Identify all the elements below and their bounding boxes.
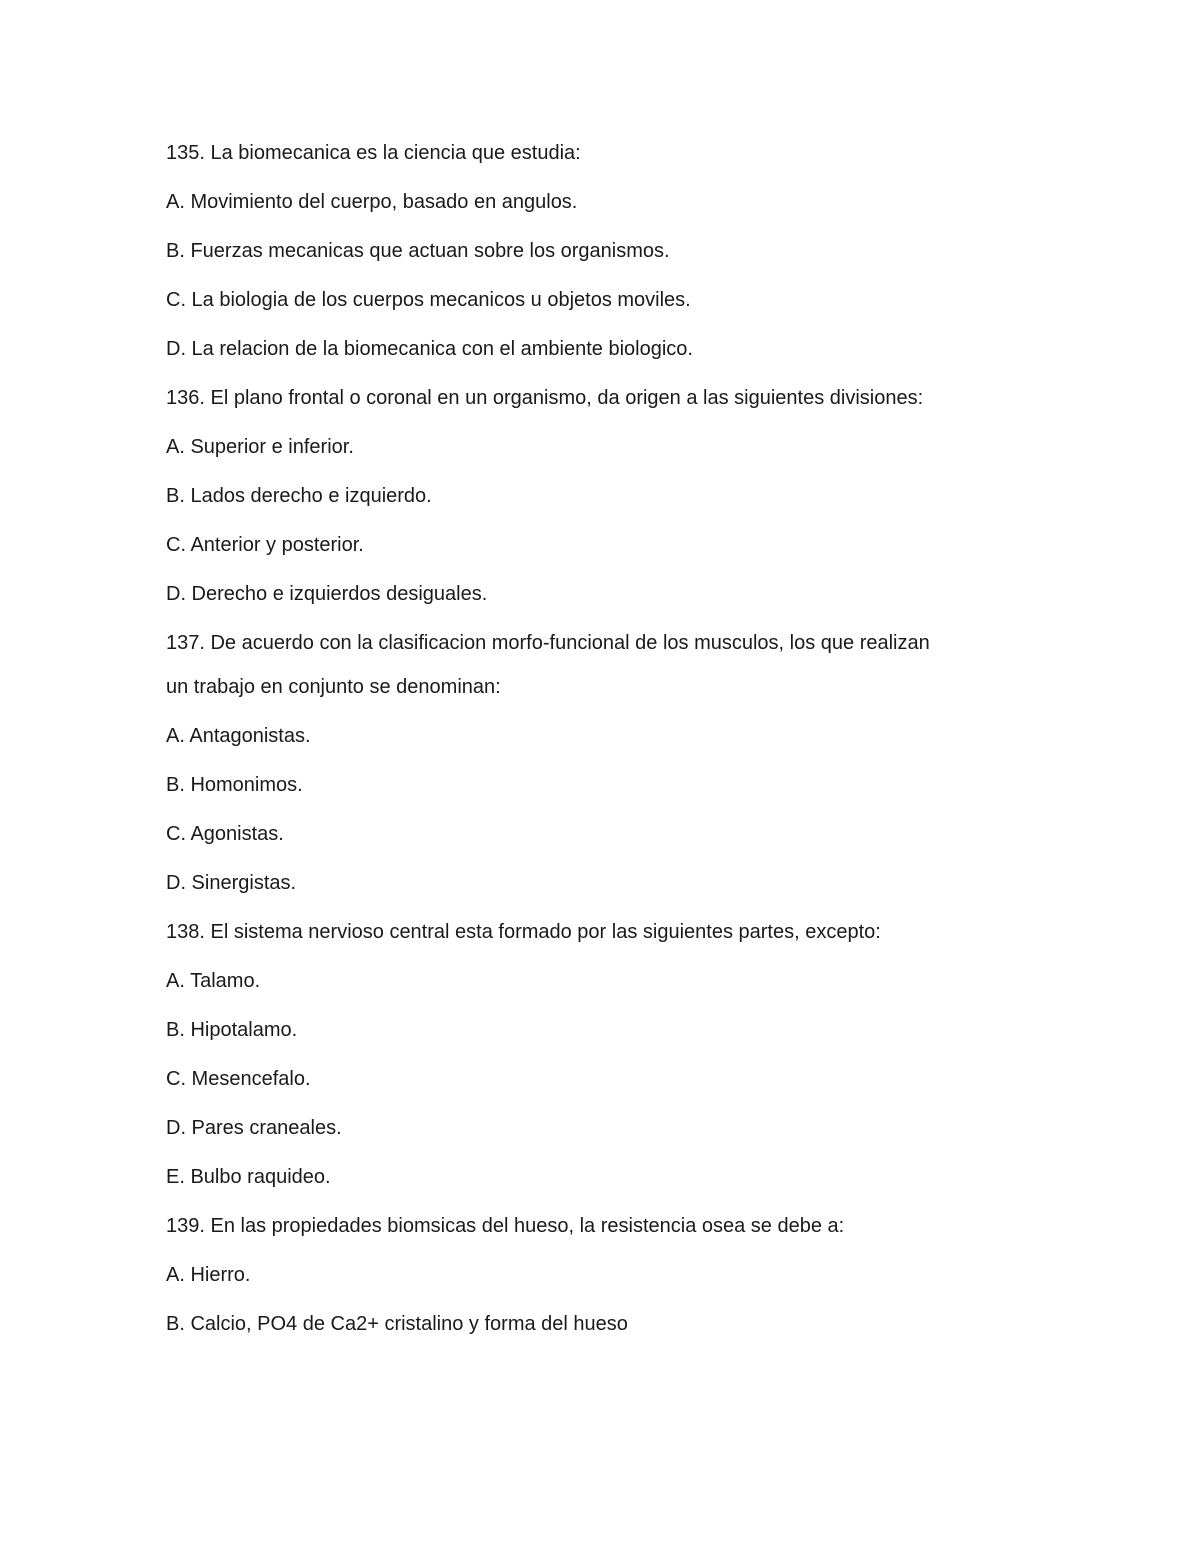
- question-137-text: 137. De acuerdo con la clasificacion morfo-funcional de los musculos, los que realizan: [166, 632, 930, 654]
- question-136-option-c: C. Anterior y posterior.: [166, 534, 364, 556]
- question-135-text: 135. La biomecanica es la ciencia que estudia:: [166, 142, 581, 164]
- question-135-option-a: A. Movimiento del cuerpo, basado en angulos.: [166, 191, 578, 213]
- question-137-option-a: A. Antagonistas.: [166, 725, 311, 747]
- question-139-option-a: A. Hierro.: [166, 1264, 251, 1286]
- question-135-option-b: B. Fuerzas mecanicas que actuan sobre los organismos.: [166, 240, 670, 262]
- question-138-option-a: A. Talamo.: [166, 970, 261, 992]
- question-135-option-d: D. La relacion de la biomecanica con el ambiente biologico.: [166, 338, 693, 360]
- question-137-text-continued: un trabajo en conjunto se denominan:: [166, 676, 501, 698]
- document-body: [166, 137, 1046, 1357]
- question-138-option-d: D. Pares craneales.: [166, 1117, 342, 1139]
- question-137-option-d: D. Sinergistas.: [166, 872, 297, 894]
- question-139-text: 139. En las propiedades biomsicas del hueso, la resistencia osea se debe a:: [166, 1215, 845, 1237]
- question-138-option-b: B. Hipotalamo.: [166, 1019, 298, 1041]
- question-138-option-c: C. Mesencefalo.: [166, 1068, 311, 1090]
- question-139-option-b: B. Calcio, PO4 de Ca2+ cristalino y forma del hueso: [166, 1313, 628, 1335]
- question-136-text: 136. El plano frontal o coronal en un organismo, da origen a las siguientes divisiones:: [166, 387, 924, 409]
- question-136-option-b: B. Lados derecho e izquierdo.: [166, 485, 432, 507]
- question-136-option-a: A. Superior e inferior.: [166, 436, 354, 458]
- question-135-option-c: C. La biologia de los cuerpos mecanicos u objetos moviles.: [166, 289, 691, 311]
- question-137-option-c: C. Agonistas.: [166, 823, 284, 845]
- question-138-option-e: E. Bulbo raquideo.: [166, 1166, 331, 1188]
- question-137-option-b: B. Homonimos.: [166, 774, 303, 796]
- question-136-option-d: D. Derecho e izquierdos desiguales.: [166, 583, 488, 605]
- question-138-text: 138. El sistema nervioso central esta formado por las siguientes partes, excepto:: [166, 921, 881, 943]
